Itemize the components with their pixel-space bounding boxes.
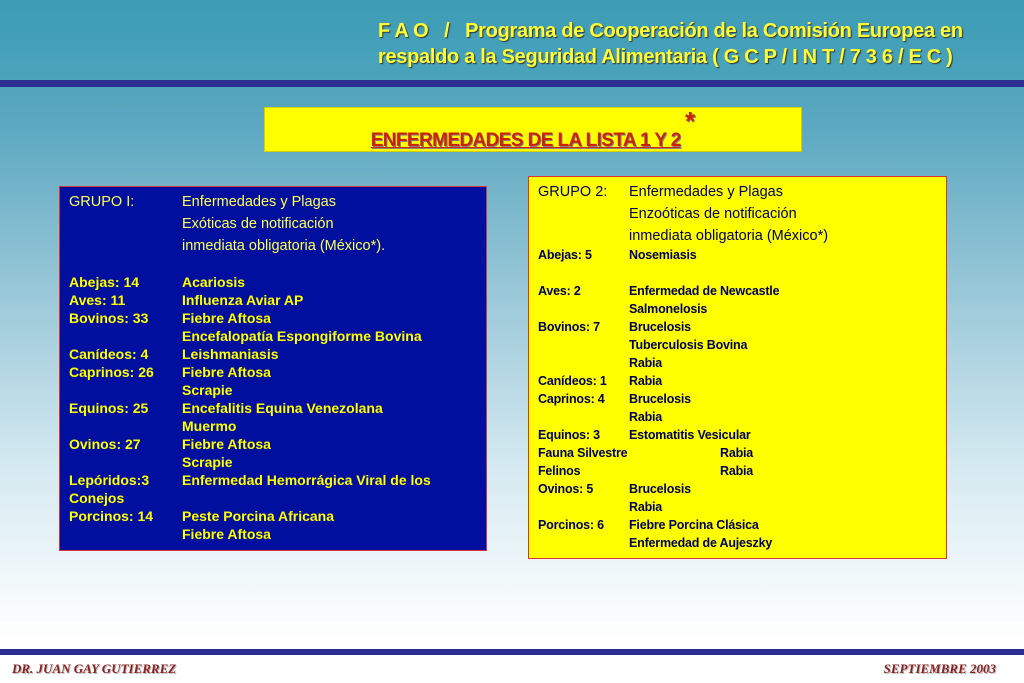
group2-species: Aves: 2 [538,284,581,298]
group1-species: Equinos: 25 [69,400,149,416]
group2-disease: Rabia [720,464,754,478]
group2-disease: Enfermedad de Newcastle [629,284,780,298]
group2-disease: Fiebre Porcina Clásica [629,518,759,532]
group2-disease: Nosemiasis [629,248,697,262]
group1-box [59,186,487,551]
group1-heading-line3: inmediata obligatoria (México*). [182,238,386,254]
group2-species: Bovinos: 7 [538,320,600,334]
header-title-line2: respaldo a la Seguridad Alimentaria ( G C P / I N T / 7 3 6 / E C ) [378,46,953,68]
group1-species: Lepóridos:3 [69,472,150,488]
group2-disease: Rabia [629,500,663,514]
group1-disease: Fiebre Aftosa [182,526,271,542]
group2-disease: Brucelosis [629,392,691,406]
group1-disease: Encefalitis Equina Venezolana [182,400,383,416]
group1-disease: Peste Porcina Africana [182,508,334,524]
group1-disease: Scrapie [182,382,233,398]
group2-label: GRUPO 2: [538,184,608,200]
header-title-line1: F A O / Programa de Cooperación de la Comisión Europea en [378,20,963,42]
group2-disease: Rabia [629,410,663,424]
group1-heading-line1: Enfermedades y Plagas [182,194,336,210]
group2-species: Equinos: 3 [538,428,600,442]
group1-species: Bovinos: 33 [69,310,149,326]
group2-species: Porcinos: 6 [538,518,604,532]
footer-author: DR. JUAN GAY GUTIERREZ [12,661,177,676]
group2-disease: Salmonelosis [629,302,708,316]
slide-title-box [264,107,802,152]
group2-disease: Rabia [629,374,663,388]
group1-species: Aves: 11 [69,292,126,308]
group2-disease: Rabia [720,446,754,460]
group1-species: Ovinos: 27 [69,436,141,452]
group1-disease: Enfermedad Hemorrágica Viral de los [182,472,431,488]
group1-species: Caprinos: 26 [69,364,154,380]
group2-heading-line3: inmediata obligatoria (México*) [629,228,829,244]
group1-disease: Fiebre Aftosa [182,364,271,380]
group1-species: Porcinos: 14 [69,508,154,524]
group1-disease: Fiebre Aftosa [182,310,271,326]
group1-species: Abejas: 14 [69,274,140,290]
group1-disease: Leishmaniasis [182,346,279,362]
group1-disease: Influenza Aviar AP [182,292,304,308]
group1-disease: Scrapie [182,454,233,470]
group2-species: Abejas: 5 [538,248,592,262]
group2-species: Fauna Silvestre [538,446,628,460]
group2-disease: Tuberculosis Bovina [629,338,748,352]
group2-disease: Enfermedad de Aujeszky [629,536,773,550]
group2-species: Felinos [538,464,581,478]
group1-disease: Encefalopatía Espongiforme Bovina [182,328,422,344]
group2-disease: Brucelosis [629,320,691,334]
header-title [378,18,978,70]
group2-heading-line1: Enfermedades y Plagas [629,184,783,200]
group2-disease: Brucelosis [629,482,691,496]
group1-disease: Acariosis [182,274,246,290]
top-divider [0,80,1024,87]
group2-disease: Rabia [629,356,663,370]
group2-species: Canídeos: 1 [538,374,607,388]
footer-date: SEPTIEMBRE 2003 [883,661,996,676]
group1-species: Canídeos: 4 [69,346,149,362]
group2-disease: Estomatitis Vesicular [629,428,751,442]
group2-species: Caprinos: 4 [538,392,605,406]
group1-disease: Muermo [182,418,237,434]
group1-heading-line2: Exóticas de notificación [182,216,334,232]
group1-label: GRUPO I: [69,194,135,210]
group2-heading-line2: Enzoóticas de notificación [629,206,797,222]
group2-box [528,176,947,559]
slide-title: ENFERMEDADES DE LA LISTA 1 Y 2 [370,130,681,151]
group1-species: Conejos [69,490,125,506]
group2-species: Ovinos: 5 [538,482,594,496]
group1-disease: Fiebre Aftosa [182,436,271,452]
title-asterisk: * [685,106,696,136]
bottom-divider [0,649,1024,655]
